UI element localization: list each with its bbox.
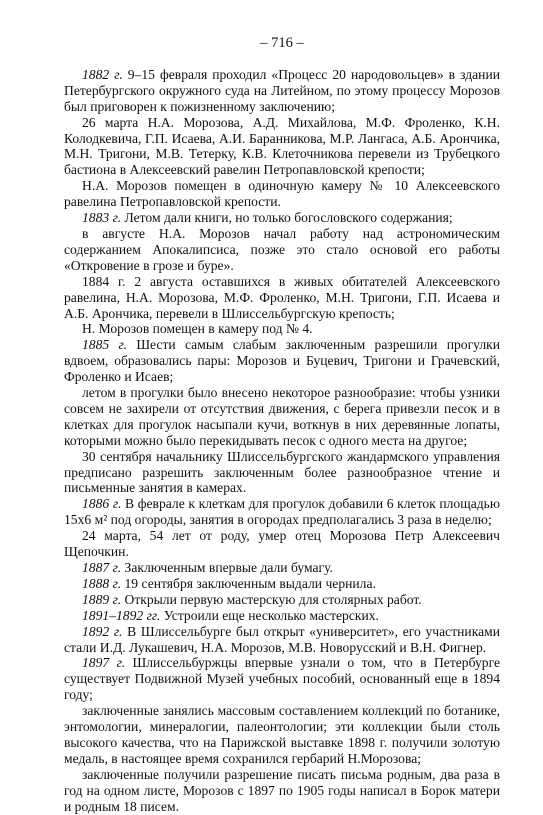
paragraph-text: В Шлиссельбурге был открыт «университет», его участниками стали И.Д. Лукашевич, Н.А. Морозов, М.В. Новорусский и В.Н. Фигнер. xyxy=(64,623,501,655)
page-number: – 716 – xyxy=(260,35,304,51)
paragraph-text: 26 марта Н.А. Морозова, А.Д. Михайлова, М.Ф. Фроленко, К.Н. Колодкевича, Г.П. Исаева, А.И. Баранникова, М.Р. Лангаса, А.Б. Арончика, М.Н. Тригони, М.В. Тетерку, К.В. Клеточникова перевели из Трубецкого бастиона в Алексеевский равелин Петропавловской крепости; xyxy=(64,114,500,178)
paragraph-text: летом в прогулки было внесено некоторое разнообразие: чтобы узники совсем не захирели от отсутствия движения, с берега привезли песок и в клетках для прогулок насыпали кучи, воткнув в них деревянные лопаты, которыми можно было перекидывать песок с одного места на другое; xyxy=(64,385,500,448)
paragraph-text: 9–15 февраля проходил «Процесс 20 народовольцев» в здании Петербургского окружного суда на Литейном, по этому процессу Морозов был приговорен к пожизненному заключению; xyxy=(64,66,500,114)
paragraph xyxy=(64,655,500,703)
paragraph xyxy=(64,226,500,274)
paragraph-text: Устроили еще несколько мастерских. xyxy=(160,607,379,623)
paragraph-text: 24 марта, 54 лет от роду, умер отец Морозова Петр Алексеевич Щепочкин. xyxy=(64,528,500,560)
year-label: 1883 г. xyxy=(82,210,122,226)
paragraph-text: Заключенным впервые дали бумагу. xyxy=(121,560,333,575)
year-label: 1888 г. xyxy=(82,575,122,591)
paragraph xyxy=(64,274,500,322)
paragraph xyxy=(64,210,500,226)
document-page xyxy=(64,36,500,815)
paragraph xyxy=(64,560,500,576)
year-label: 1886 г. xyxy=(82,496,122,512)
paragraph-text: Открыли первую мастерскую для столярных работ. xyxy=(121,591,422,607)
paragraph xyxy=(64,624,500,656)
paragraph xyxy=(64,528,500,560)
paragraph xyxy=(64,576,500,592)
paragraph-text: 30 сентября начальнику Шлиссельбургского жандармского управления предписано разрешить заключенным более разнообразное чтение и письменные занятия в камерах. xyxy=(64,448,500,496)
paragraph-text: Летом дали книги, но только богословского содержания; xyxy=(121,210,453,226)
paragraph-text: 1884 г. 2 августа оставшихся в живых обитателей Алексеевского равелина, Н.А. Морозова, М.Ф. Фроленко, М.Н. Тригони, Г.П. Исаева и А.Б. Арончика, перевели в Шлиссельбургскую крепость; xyxy=(64,273,500,321)
paragraph-text: заключенные получили разрешение писать письма родным, два раза в год на одном листе, Морозов с 1897 по 1905 годы написал в Борок матери и родным 18 писем. xyxy=(64,766,500,814)
paragraph xyxy=(64,178,500,210)
paragraph-text: заключенные занялись массовым составлением коллекций по ботанике, энтомологии, минералогии, палеонтологии; эти коллекции были столь высокого качества, что на Парижской выставке 1898 г. получили золотую медаль, в настоящее время сохранился гербарий Н.Морозова; xyxy=(64,703,500,766)
paragraph-text: Шлиссельбуржцы впервые узнали о том, что в Петербурге существует Подвижной Музей учебных пособий, основанный еще в 1894 году; xyxy=(64,655,501,703)
paragraph-text: в августе Н.А. Морозов начал работу над астрономическим содержанием Апокалипсиса, позже это стало основой его работы «Откровение в грозе и буре». xyxy=(64,225,500,273)
year-label: 1897 г. xyxy=(82,655,126,671)
year-label: 1889 г. xyxy=(82,591,122,607)
paragraph xyxy=(64,767,500,815)
year-label: 1887 г. xyxy=(82,560,122,575)
paragraph-text: Н.А. Морозов помещен в одиночную камеру № 10 Алексеевского равелина Петропавловской крепости. xyxy=(64,178,500,210)
paragraph xyxy=(64,385,500,449)
paragraph xyxy=(64,449,500,497)
paragraph xyxy=(64,115,500,179)
year-label: 1891–1892 гг. xyxy=(82,607,161,623)
year-label: 1892 г. xyxy=(82,623,123,639)
paragraph xyxy=(64,496,500,528)
paragraph-text: В феврале к клеткам для прогулок добавили 6 клеток площадью 15х6 м² под огороды, занятия в огородах предполагались 3 раза в неделю; xyxy=(64,496,501,528)
paragraph xyxy=(64,608,500,624)
paragraph-text: 19 сентября заключенным выдали чернила. xyxy=(121,575,376,591)
paragraph-text: Н. Морозов помещен в камеру под № 4. xyxy=(82,321,313,337)
paragraph xyxy=(64,337,500,385)
year-label: 1882 г. xyxy=(82,66,123,82)
year-label: 1885 г. xyxy=(82,337,128,353)
paragraph xyxy=(64,703,500,767)
paragraph xyxy=(64,321,500,337)
paragraph xyxy=(64,67,500,115)
paragraph-text: Шести самым слабым заключенным разрешили прогулки вдвоем, образовались пары: Морозов и Буцевич, Тригони и Грачевский, Фроленко и Исаев; xyxy=(64,337,501,385)
paragraph xyxy=(64,592,500,608)
